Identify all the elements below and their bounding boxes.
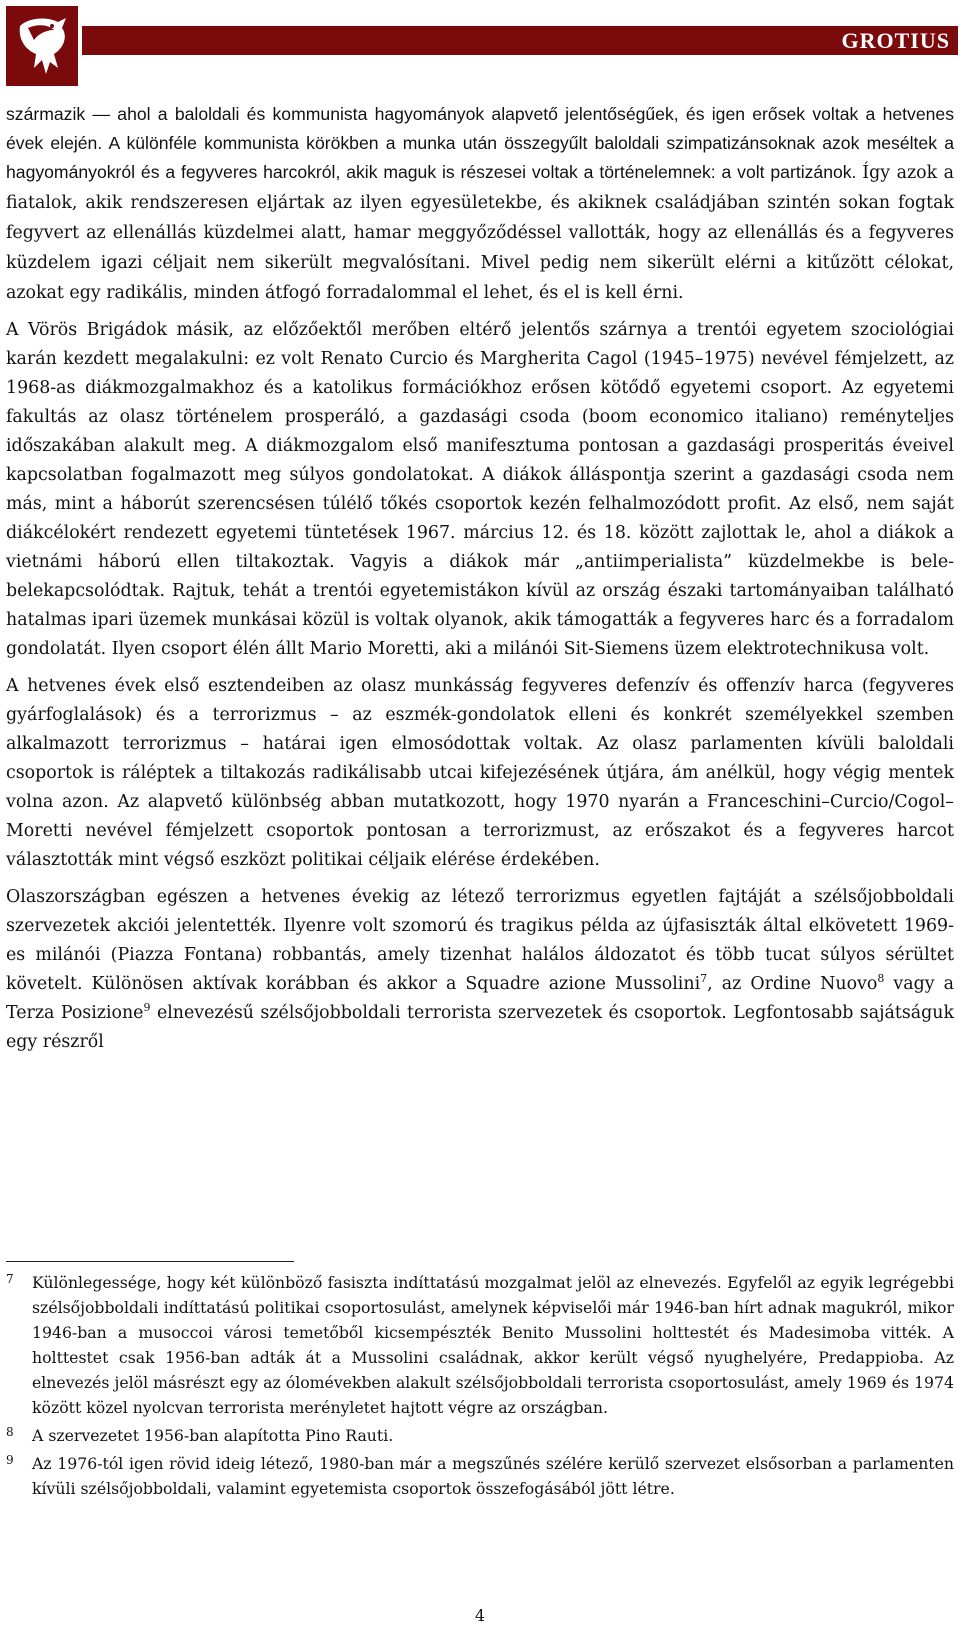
- header-band: [82, 26, 958, 55]
- main-text: [6, 100, 954, 1065]
- paragraph-1: [6, 100, 954, 308]
- footnote-ref-9[interactable]: 9: [143, 1001, 151, 1015]
- footnote-divider: [6, 1261, 294, 1262]
- paragraph-3: A hetvenes évek első esztendeiben az olasz munkásság fegyveres defenzív és offenzív harca (fegyveres gyárfoglalások) és a terrorizmus – az eszmék-gondolatok elleni és konkrét személyekkel szemben alkalmazott terrorizmus – határai igen elmosódottak voltak. Az olasz parlamenten kívüli baloldali csoportok is ráléptek a tiltakozás radikálisabb utcai kifejezésének útjára, ám anélkül, hogy végig mentek volna azon. Az alapvető különbség abban mutatkozott, hogy 1970 nyarán a Franceschini–Curcio/Cogol–Moretti nevével fémjelzett csoportok pontosan a terrorizmust, az erőszakot és a fegyveres harcot választották mint végső eszközt politikai céljaik elérése érdekében.: [6, 676, 954, 870]
- footnote-8: [6, 1423, 954, 1448]
- logo: [6, 6, 78, 86]
- paragraph-4: [6, 883, 954, 1057]
- paragraph-4-part-c: vagy a Terza Posizione: [6, 974, 954, 1023]
- footnote-number: 9: [6, 1453, 14, 1467]
- footnote-text: Különlegessége, hogy két különböző fasiszta indíttatású mozgalmat jelöl az elnevezés. Egyfelől az egyik legrégebbi szélsőjobboldali indíttatású politikai csoportosulást, amelynek képviselői már 1946-ban hírt adnak magukról, mikor 1946-ban a musoccoi városi temetőből kicsempészték Benito Mussolini holttestét és Madesimoba vitték. A holttestet csak 1956-ban adták át a Mussolini családnak, akkor került végső nyughelyére, Predappioba. Az elnevezés jelöl másrészt egy az ólomévekben alakult szélsőjobboldali terrorista csoportosulást, amely 1969 és 1974 között közel nyolcvan terrorista merényletet hajtott végre az országban.: [32, 1273, 954, 1417]
- paragraph-4-part-d: elnevezésű szélsőjobboldali terrorista szervezetek és csoportok. Legfontosabb sajátságuk egy részről: [6, 1003, 954, 1052]
- footnote-ref-8[interactable]: 8: [877, 972, 885, 986]
- page-header: [0, 0, 960, 92]
- paragraph-2: A Vörös Brigádok másik, az előzőektől merőben eltérő jelentős szárnya a trentói egyetem szociológiai karán kezdett megalakulni: ez volt Renato Curcio és Margherita Cagol (1945–1975) nevével fémjelzett, az 1968-as diákmozgalmakhoz és a katolikus formációkhoz erősen kötődő egyetemi csoport. Az egyetemi fakultás az olasz történelem prosperáló, a gazdasági csoda (boom economico italiano) reményteljes időszakában alakult meg. A diákmozgalom első manifesztuma pontosan a gazdasági prosperitás éveivel kapcsolatban fogalmazott meg súlyos gondolatokat. A diákok álláspontja szerint a gazdasági csoda nem más, mint a háborút szerencsésen túlélő tőkés csoportok kezén felhalmozódott profit. Az első, nem saját diákcélokért rendezett egyetemi tüntetések 1967. március 12. és 18. között zajlottak le, ahol a diákok a vietnámi háború ellen tiltakoztak. Vagyis a diákok már „antiimperialista” küzdelmekbe is bele-belekapcsolódtak. Rajtuk, tehát a trentói egyetemistákon kívül az ország északi tartományaiban található hatalmas ipari üzemek munkásai közül is voltak olyanok, akik támogatták a fegyveres harc és a forradalom gondolatát. Ilyen csoport élén állt Mario Moretti, aki a milánói Sit-Siemens üzem elektrotechnikusa volt.: [6, 320, 954, 659]
- footnote-number: 7: [6, 1272, 14, 1286]
- footnote-text: Az 1976-tól igen rövid ideig létező, 1980-ban már a megszűnés szélére kerülő szervezet elsősorban a parlamenten kívüli szélsőjobboldali, valamint egyetemista csoportok összefogásából jött létre.: [32, 1454, 954, 1498]
- page-number: 4: [474, 1606, 486, 1625]
- paragraph-4-part-a: Olaszországban egészen a hetvenes évekig az létező terrorizmus egyetlen fajtáját a szélsőjobboldali szervezetek akciói jelentették. Ilyenre volt szomorú és tragikus példa az újfasiszták által elkövetett 1969-es milánói (Piazza Fontana) robbantás, amely tizenhat halálos áldozatot és több tucat súlyos sérültet követelt. Különösen aktívak korábban és akkor a Squadre azione Mussolini: [6, 887, 954, 994]
- paragraph-4-part-b: , az Ordine Nuovo: [707, 974, 878, 994]
- paragraph-1-part-a: származik — ahol a baloldali és kommunista hagyományok alapvető jelentőségűek, és igen erősek voltak a hetvenes évek elején. A különféle kommunista körökben a munka után összegyűlt baloldali szimpatizánsoknak azok meséltek a hagyományokról és a fegyveres harcokról, akik maguk is részesei voltak a történelemnek: a volt partizánok.: [6, 104, 954, 182]
- footnote-9: [6, 1451, 954, 1501]
- paragraph-1-part-b: Így azok a fiatalok, akik rendszeresen eljártak az ilyen egyesületekbe, és akiknek családjában szintén sokan fogtak fegyvert az ellenállás küzdelmei alatt, hamar meggyőződéssel vallották, hogy az ellenállás és a fegyveres küzdelem igazi céljait nem sikerült megvalósítani. Mivel pedig nem sikerült elérni a kitűzött célokat, azokat egy radikális, minden átfogó forradalommal el lehet, és el is kell érni.: [6, 163, 954, 303]
- eagle-logo-icon: [6, 6, 78, 86]
- footnotes: [6, 1270, 954, 1504]
- footnote-number: 8: [6, 1425, 14, 1439]
- footnote-text: A szervezetet 1956-ban alapította Pino Rauti.: [32, 1426, 394, 1445]
- footnote-7: [6, 1270, 954, 1420]
- footnote-ref-7[interactable]: 7: [700, 972, 708, 986]
- brand-name: GROTIUS: [841, 28, 950, 53]
